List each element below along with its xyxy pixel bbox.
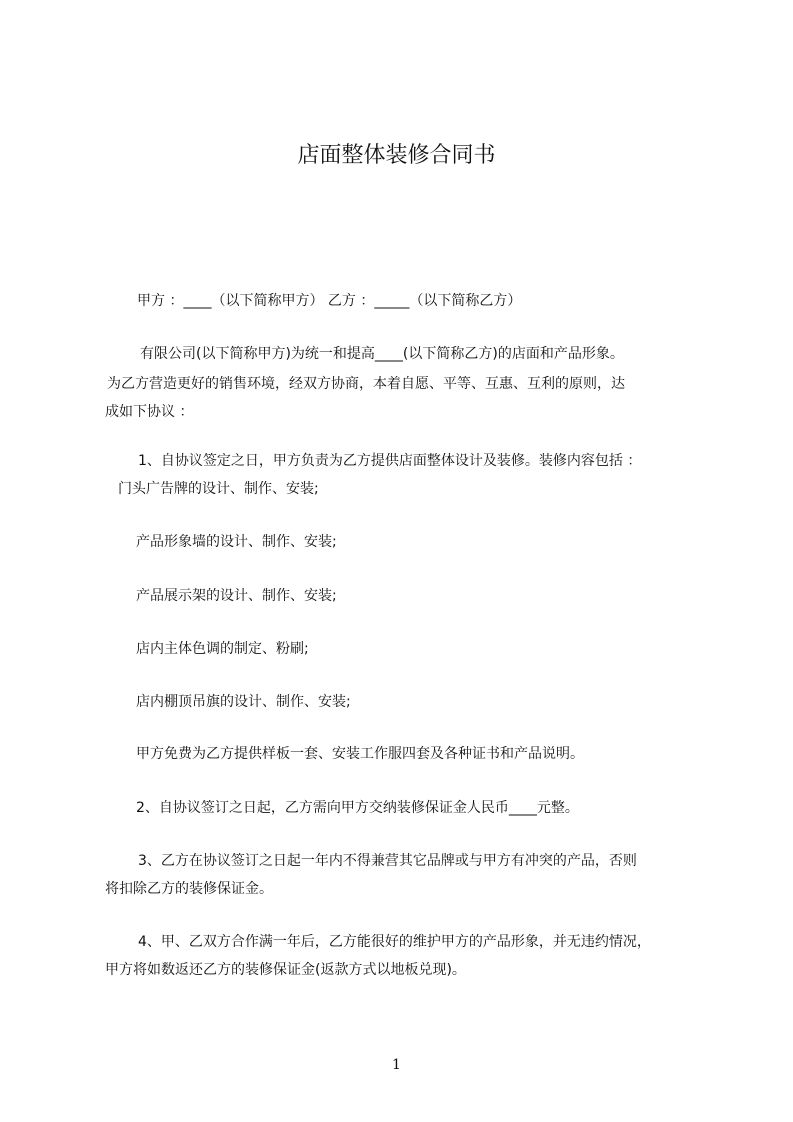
clause-4-line-1: 4、甲、乙双方合作满一年后，乙方能很好的维护甲方的产品形象，并无违约情况，	[138, 934, 651, 950]
intro-line-3: 成如下协议 ：	[105, 404, 194, 420]
clause-1-line-2: 门头广告牌的设计、制作、安装;	[118, 481, 319, 497]
item-brand-wall: 产品形象墙的设计、制作、安装;	[136, 534, 337, 550]
item-main-color: 店内主体色调的制定、粉刷;	[136, 641, 309, 657]
page-number: 1	[392, 1057, 401, 1073]
parties-line: 甲方 ：____（以下简称甲方） 乙方 ：_____（以下简称乙方）	[137, 293, 522, 309]
clause-1-line-1: 1、自协议签定之日，甲方负责为乙方提供店面整体设计及装修。装修内容包括 ：	[138, 453, 642, 469]
clause-3-line-1: 3、乙方在协议签订之日起一年内不得兼营其它品牌或与甲方有冲突的产品，否则	[138, 853, 637, 869]
item-display-rack: 产品展示架的设计、制作、安装;	[136, 588, 337, 604]
intro-line-2: 为乙方营造更好的销售环境，经双方协商，本着自愿、平等、互惠、互利的原则，达	[107, 376, 625, 392]
clause-3-line-2: 将扣除乙方的装修保证金。	[105, 881, 273, 897]
intro-line-1: 有限公司(以下简称甲方)为统一和提高____(以下简称乙方)的店面和产品形象。	[140, 346, 624, 362]
item-free-samples: 甲方免费为乙方提供样板一套、安装工作服四套及各种证书和产品说明。	[136, 746, 584, 762]
clause-4-line-2: 甲方将如数返还乙方的装修保证金(返款方式以地板兑现)。	[105, 962, 466, 978]
item-ceiling-flags: 店内棚顶吊旗的设计、制作、安装;	[136, 694, 351, 710]
document-title: 店面整体装修合同书	[297, 143, 496, 168]
clause-2: 2、自协议签订之日起，乙方需向甲方交纳装修保证金人民币____元整。	[136, 800, 579, 816]
